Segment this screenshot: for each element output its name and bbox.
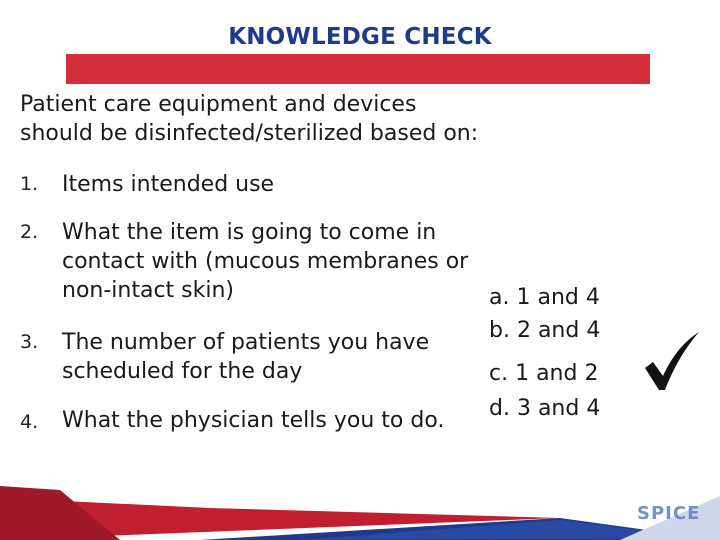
check-icon <box>643 332 701 392</box>
answer-c: c. 1 and 2 <box>489 361 599 386</box>
option-4-line-1: What the physician tells you to do. <box>62 408 445 433</box>
slide-title: KNOWLEDGE CHECK <box>228 24 492 50</box>
option-number-1: 1. <box>20 173 39 195</box>
answer-d: d. 3 and 4 <box>489 396 601 421</box>
question-line-1: Patient care equipment and devices <box>20 92 417 117</box>
question-line-2: should be disinfected/sterilized based on: <box>20 121 479 146</box>
answer-b: b. 2 and 4 <box>489 318 601 343</box>
title-underline-bar <box>66 54 650 84</box>
option-number-4: 4. <box>20 411 39 433</box>
option-3-line-2: scheduled for the day <box>62 359 303 384</box>
spice-logo: SPICE <box>637 503 701 524</box>
option-4 <box>62 406 444 435</box>
option-number-2: 2. <box>20 221 39 243</box>
option-1-line-1: Items intended use <box>62 172 275 197</box>
option-1 <box>62 170 274 199</box>
answer-a: a. 1 and 4 <box>489 285 600 310</box>
option-3 <box>62 328 429 386</box>
footer-decoration <box>0 478 720 540</box>
option-2 <box>62 218 468 305</box>
option-2-line-3: non-intact skin) <box>62 278 235 303</box>
option-2-line-1: What the item is going to come in <box>62 220 437 245</box>
option-2-line-2: contact with (mucous membranes or <box>62 249 469 274</box>
option-3-line-1: The number of patients you have <box>62 330 430 355</box>
question-text <box>20 90 580 148</box>
option-number-3: 3. <box>20 331 39 353</box>
